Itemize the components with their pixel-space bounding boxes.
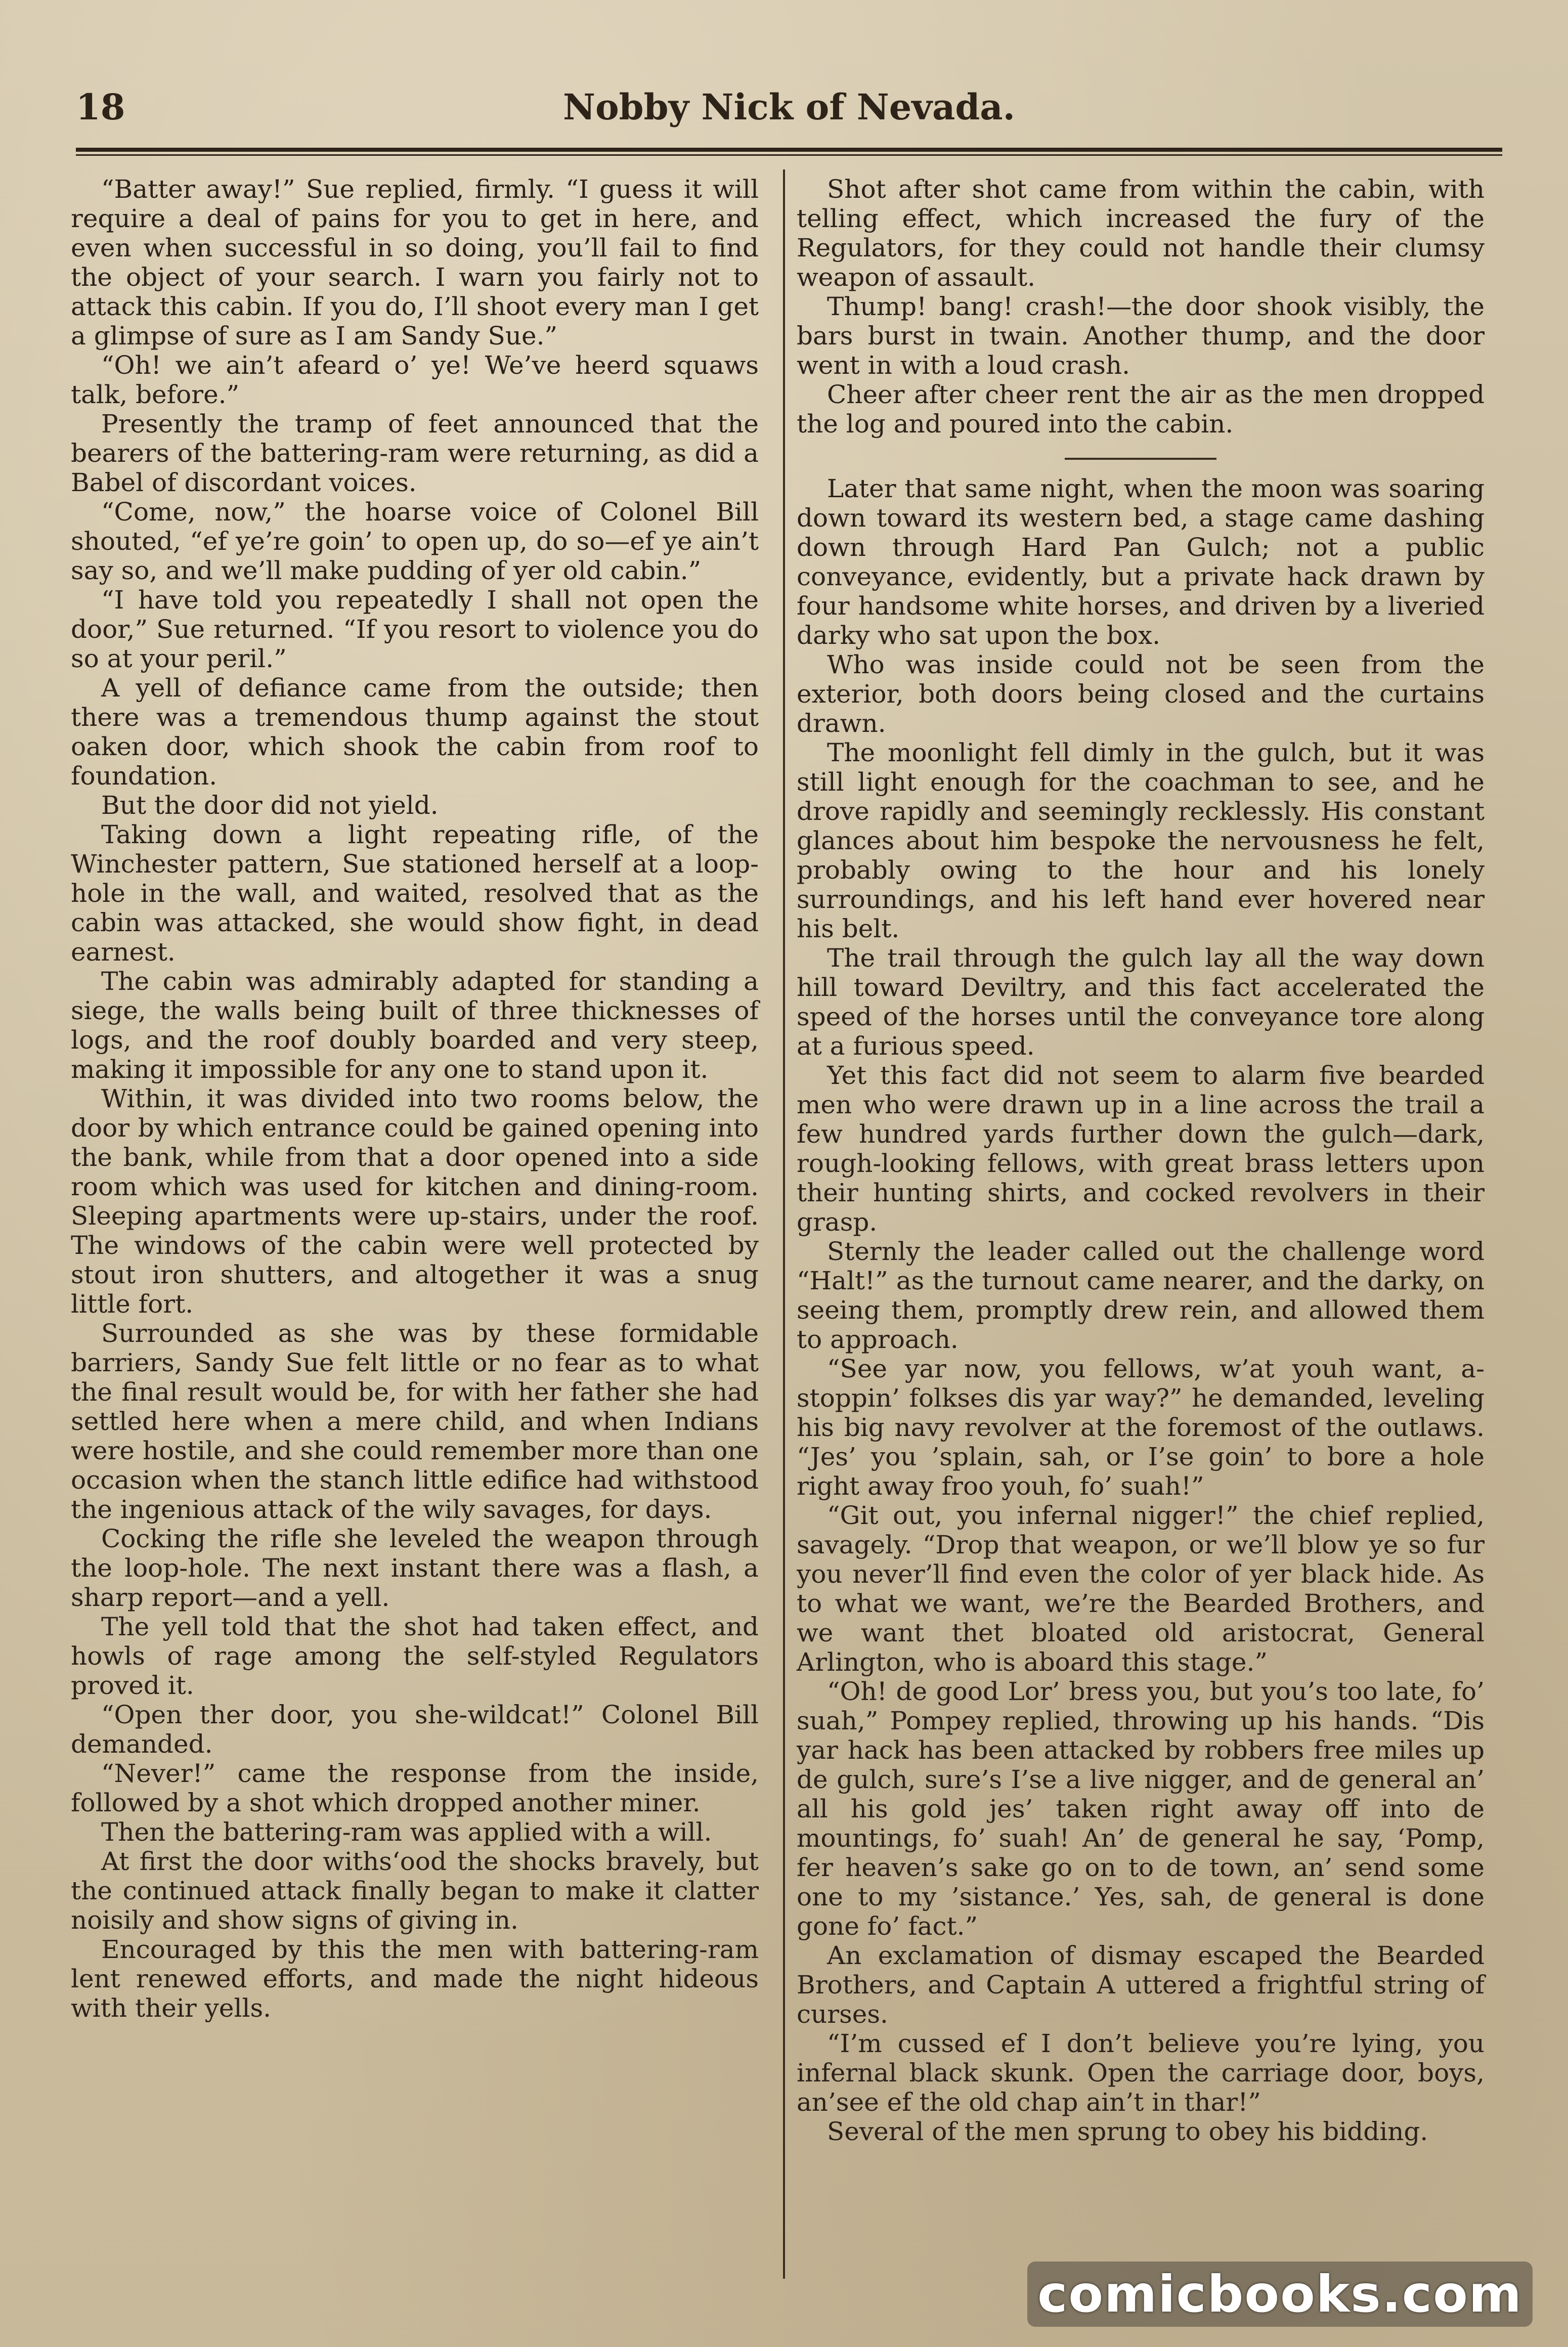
paragraph: The moonlight fell dimly in the gulch, but it was still light enough for the coachman to see, and he drove rapidly and seemingly recklessly. His constant glances about him bespoke the nervousness he felt, probably owing to the hour and his lonely surroundings, and his left hand ever hovered near his belt. — [797, 738, 1485, 943]
paragraph: “I have told you repeatedly I shall not open the door,” Sue returned. “If you resort to violence you do so at your peril.” — [71, 585, 759, 673]
paragraph: Presently the tramp of feet announced that the bearers of the battering-ram were returning, as did a Babel of discordant voices. — [71, 409, 759, 497]
right-column — [797, 175, 1485, 2146]
paragraph: An exclamation of dismay escaped the Bearded Brothers, and Captain A uttered a frightful string of curses. — [797, 1941, 1485, 2029]
paragraph: “Oh! de good Lor’ bress you, but you’s too late, fo’ suah,” Pompey replied, throwing up his hands. “Dis yar hack has been attacked by robbers free miles up de gulch, sure’s I’se a live nigger, and de general an’ all his gold jes’ taken right away off into de mountings, fo’ suah! An’ de general he say, ‘Pomp, fer heaven’s sake go on to de town, an’ send some one to my ’sistance.’ Yes, sah, de general is done gone fo’ fact.” — [797, 1677, 1485, 1941]
paragraph: Within, it was divided into two rooms below, the door by which entrance could be gained opening into the bank, while from that a door opened into a side room which was used for kitchen and dining-room. Sleeping apartments were up-stairs, under the roof. The windows of the cabin were well protected by stout iron shutters, and altogether it was a snug little fort. — [71, 1084, 759, 1319]
paragraph: Shot after shot came from within the cabin, with telling effect, which increased the fury of the Regulators, for they could not handle their clumsy weapon of assault. — [797, 175, 1485, 292]
paragraph: “Open ther door, you she-wildcat!” Colonel Bill demanded. — [71, 1700, 759, 1759]
header-rule — [76, 148, 1502, 156]
paragraph: The trail through the gulch lay all the way down hill toward Deviltry, and this fact accelerated the speed of the horses until the conveyance tore along at a furious speed. — [797, 943, 1485, 1061]
paragraph: Then the battering-ram was applied with a will. — [101, 1817, 712, 1847]
paragraph: Encouraged by this the men with battering-ram lent renewed efforts, and made the night hideous with their yells. — [71, 1935, 759, 2023]
watermark: comicbooks.com — [1027, 2262, 1533, 2327]
paragraph: The yell told that the shot had taken effect, and howls of rage among the self-styled Regulators proved it. — [71, 1612, 759, 1700]
left-column — [71, 175, 759, 2023]
paragraph: “Never!” came the response from the inside, followed by a shot which dropped another miner. — [71, 1759, 759, 1817]
paragraph: Surrounded as she was by these formidable barriers, Sandy Sue felt little or no fear as to what the final result would be, for with her father she had settled here when a mere child, and when Indians were hostile, and she could remember more than one occasion when the stanch little edifice had withstood the ingenious attack of the wily savages, for days. — [71, 1319, 759, 1524]
paragraph: But the door did not yield. — [101, 791, 439, 820]
paragraph: Sternly the leader called out the challenge word “Halt!” as the turnout came nearer, and the darky, on seeing them, promptly drew rein, and allowed them to approach. — [797, 1237, 1485, 1354]
paragraph: Later that same night, when the moon was soaring down toward its western bed, a stage came dashing down through Hard Pan Gulch; not a public conveyance, evidently, but a private hack drawn by four handsome white horses, and driven by a liveried darky who sat upon the box. — [797, 474, 1485, 650]
paragraph: Several of the men sprung to obey his bidding. — [827, 2117, 1428, 2146]
paragraph: Cocking the rifle she leveled the weapon through the loop-hole. The next instant there was a flash, a sharp report—and a yell. — [71, 1524, 759, 1612]
running-title: Nobby Nick of Nevada. — [562, 86, 1016, 128]
paragraph: The cabin was admirably adapted for standing a siege, the walls being built of three thicknesses of logs, and the roof doubly boarded and very steep, making it impossible for any one to stand upon it. — [71, 967, 759, 1084]
paragraph: “I’m cussed ef I don’t believe you’re lying, you infernal black skunk. Open the carriage door, boys, an’see ef the old chap ain’t in thar!” — [797, 2029, 1485, 2117]
section-break-rule — [1065, 458, 1216, 460]
paragraph: Thump! bang! crash!—the door shook visibly, the bars burst in twain. Another thump, and the door went in with a loud crash. — [797, 292, 1485, 380]
paragraph: Cheer after cheer rent the air as the men dropped the log and poured into the cabin. — [797, 380, 1485, 439]
paragraph: Taking down a light repeating rifle, of the Winchester pattern, Sue stationed herself at a loop-hole in the wall, and waited, resolved that as the cabin was attacked, she would show fight, in dead earnest. — [71, 820, 759, 967]
page-number: 18 — [76, 86, 125, 128]
paragraph: Yet this fact did not seem to alarm five bearded men who were drawn up in a line across the trail a few hundred yards further down the gulch—dark, rough-looking fellows, with great brass letters upon their hunting shirts, and cocked revolvers in their grasp. — [797, 1061, 1485, 1237]
column-divider — [783, 169, 785, 2279]
paragraph: “See yar now, you fellows, w’at youh want, a-stoppin’ folkses dis yar way?” he demanded, leveling his big navy revolver at the foremost of the outlaws. “Jes’ you ’splain, sah, or I’se goin’ to bore a hole right away froo youh, fo’ suah!” — [797, 1354, 1485, 1501]
paragraph: A yell of defiance came from the outside; then there was a tremendous thump against the stout oaken door, which shook the cabin from roof to foundation. — [71, 673, 759, 791]
page-header — [76, 76, 1502, 142]
paragraph: Who was inside could not be seen from the exterior, both doors being closed and the curtains drawn. — [797, 650, 1485, 738]
paragraph: At first the door withs‘ood the shocks bravely, but the continued attack finally began to make it clatter noisily and show signs of giving in. — [71, 1847, 759, 1935]
paragraph: “Git out, you infernal nigger!” the chief replied, savagely. “Drop that weapon, or we’ll blow ye so fur you never’ll find even the color of yer black hide. As to what we want, we’re the Bearded Brothers, and we want thet bloated old aristocrat, General Arlington, who is aboard this stage.” — [797, 1501, 1485, 1677]
paragraph: “Oh! we ain’t afeard o’ ye! We’ve heerd squaws talk, before.” — [71, 351, 759, 409]
paragraph: “Come, now,” the hoarse voice of Colonel Bill shouted, “ef ye’re goin’ to open up, do so—ef ye ain’t say so, and we’ll make pudding of yer old cabin.” — [71, 497, 759, 585]
paragraph: “Batter away!” Sue replied, firmly. “I guess it will require a deal of pains for you to get in here, and even when successful in so doing, you’ll fail to find the object of your search. I warn you fairly not to attack this cabin. If you do, I’ll shoot every man I get a glimpse of sure as I am Sandy Sue.” — [71, 175, 759, 351]
